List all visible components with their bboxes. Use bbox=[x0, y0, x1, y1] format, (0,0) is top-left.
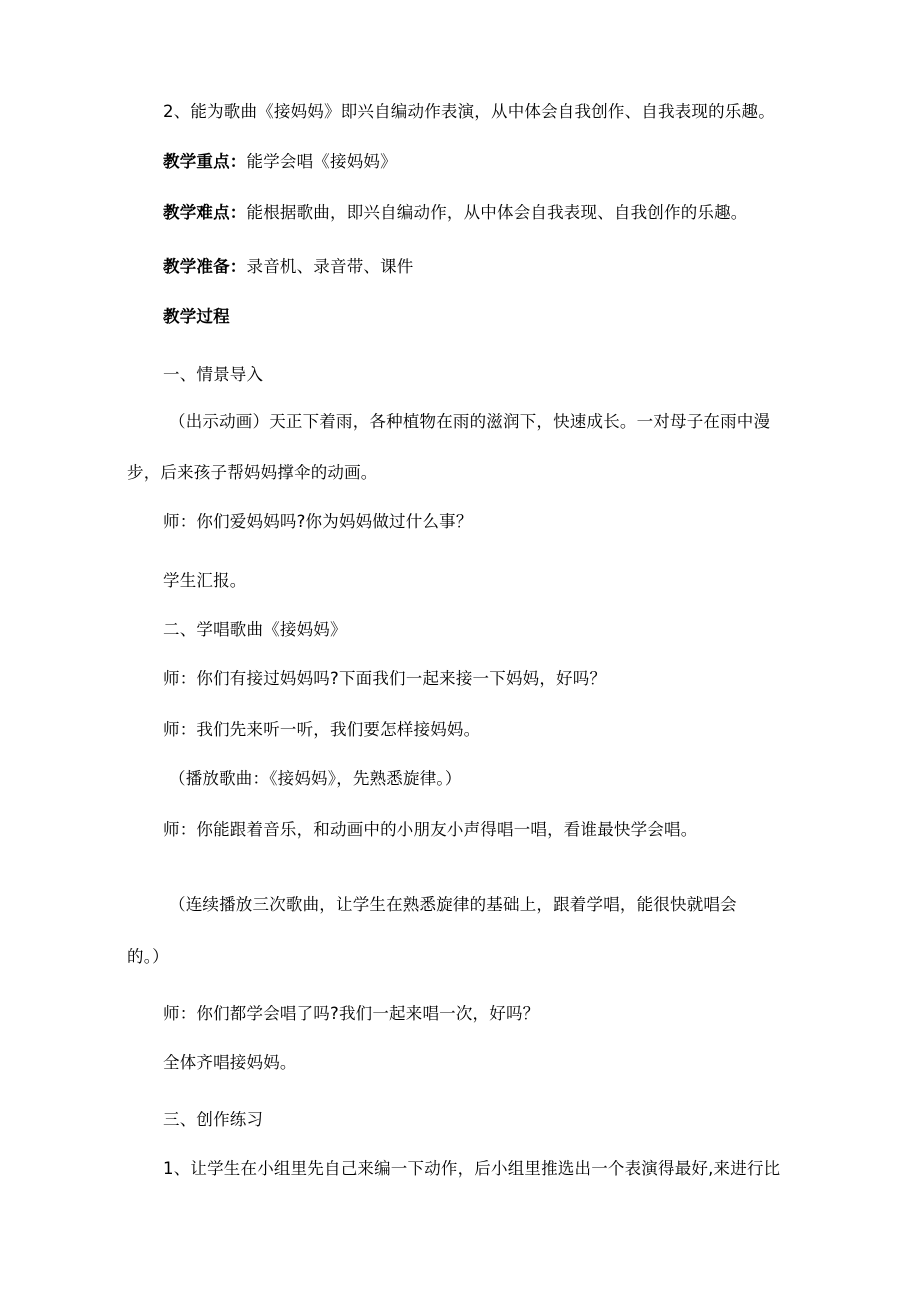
play-song-line bbox=[169, 768, 462, 790]
section-3-line bbox=[163, 1109, 263, 1131]
key-point-line bbox=[163, 151, 397, 173]
chorus-line bbox=[163, 1052, 297, 1074]
difficulty-label: 教学难点： bbox=[163, 203, 247, 222]
repeat-1-line bbox=[169, 894, 737, 916]
section-2-line bbox=[163, 619, 347, 641]
practice-1-text: 1、让学生在小组里先自己来编一下动作，后小组里推选出一个表演得最好,来进行比 bbox=[163, 1159, 781, 1178]
student-report-line bbox=[163, 570, 247, 592]
chorus-text: 全体齐唱接妈妈。 bbox=[163, 1053, 297, 1072]
practice-1-line bbox=[163, 1158, 780, 1180]
teacher-1-line bbox=[163, 511, 473, 533]
teacher-5-text: 师：你们都学会唱了吗?我们一起来唱一次，好吗？ bbox=[163, 1004, 540, 1023]
teacher-1-text: 师：你们爱妈妈吗?你为妈妈做过什么事？ bbox=[163, 512, 473, 531]
section-1-heading: 一、情景导入 bbox=[163, 365, 264, 384]
anim-2-line bbox=[127, 462, 378, 484]
anim-2-text: 步，后来孩子帮妈妈撑伞的动画。 bbox=[127, 463, 378, 482]
process-heading-line bbox=[163, 306, 230, 328]
repeat-2-text: 的。） bbox=[127, 947, 169, 966]
section-1-line bbox=[163, 364, 263, 386]
goal-2-text: 2、能为歌曲《接妈妈》即兴自编动作表演，从中体会自我创作、自我表现的乐趣。 bbox=[163, 102, 775, 121]
anim-1-text: （出示动画）天正下着雨，各种植物在雨的滋润下，快速成长。一对母子在雨中漫 bbox=[169, 412, 771, 431]
teacher-4-text: 师：你能跟着音乐，和动画中的小朋友小声得唱一唱，看谁最快学会唱。 bbox=[163, 820, 698, 839]
student-report-text: 学生汇报。 bbox=[163, 571, 247, 590]
teacher-3-text: 师：我们先来听一听，我们要怎样接妈妈。 bbox=[163, 720, 481, 739]
section-2-heading: 二、学唱歌曲《接妈妈》 bbox=[163, 620, 347, 639]
repeat-1-text: （连续播放三次歌曲，让学生在熟悉旋律的基础上，跟着学唱，能很快就唱会 bbox=[169, 895, 737, 914]
repeat-2-line bbox=[127, 946, 169, 968]
goal-2-line bbox=[163, 101, 775, 123]
teacher-2-line bbox=[163, 668, 606, 690]
anim-1-line bbox=[169, 411, 770, 433]
difficulty-line bbox=[163, 202, 748, 224]
process-heading: 教学过程 bbox=[163, 307, 230, 326]
teacher-3-line bbox=[163, 719, 480, 741]
teacher-2-text: 师：你们有接过妈妈吗?下面我们一起来接一下妈妈，好吗？ bbox=[163, 669, 607, 688]
teacher-4-line bbox=[163, 819, 697, 841]
preparation-label: 教学准备： bbox=[163, 257, 247, 276]
section-3-heading: 三、创作练习 bbox=[163, 1110, 264, 1129]
preparation-text: 录音机、录音带、课件 bbox=[246, 257, 414, 276]
teacher-5-line bbox=[163, 1003, 539, 1025]
play-song-text: （播放歌曲：《接妈妈》，先熟悉旋律。） bbox=[169, 769, 462, 788]
preparation-line bbox=[163, 256, 414, 278]
key-point-text: 能学会唱《接妈妈》 bbox=[246, 152, 397, 171]
difficulty-text: 能根据歌曲，即兴自编动作，从中体会自我表现、自我创作的乐趣。 bbox=[246, 203, 748, 222]
key-point-label: 教学重点： bbox=[163, 152, 247, 171]
